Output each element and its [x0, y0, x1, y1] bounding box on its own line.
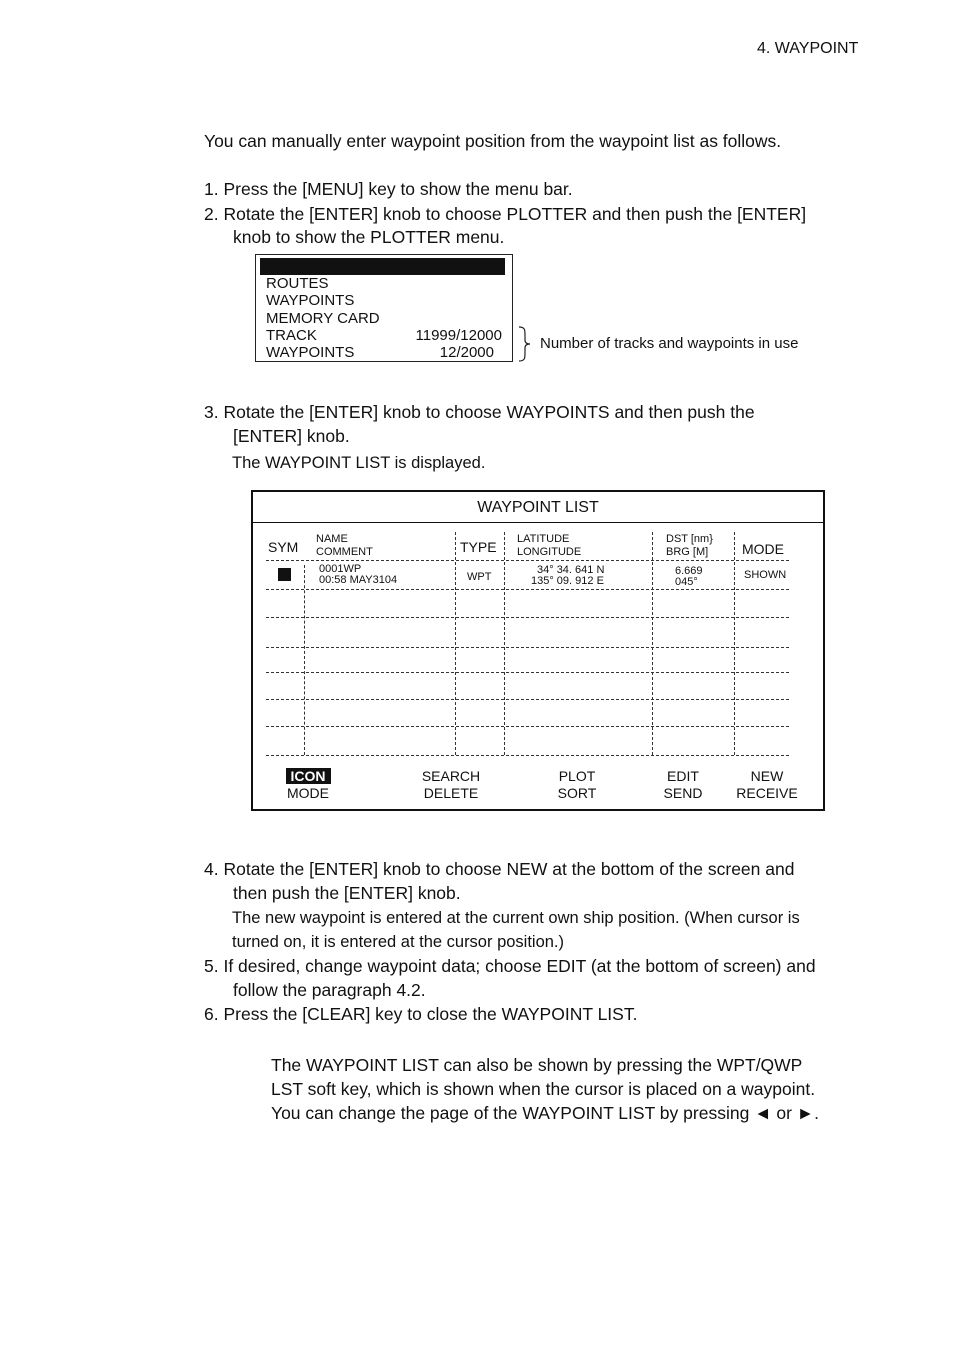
- row-comment[interactable]: 00:58 MAY3104: [319, 574, 398, 586]
- row-longitude[interactable]: 135° 09. 912 E: [531, 575, 604, 587]
- grid-line: [266, 699, 789, 700]
- count-note: Number of tracks and waypoints in use: [540, 335, 799, 352]
- grid-line: [266, 647, 789, 648]
- menu-item-routes[interactable]: ROUTES: [266, 275, 329, 292]
- softkey-plot-sort[interactable]: [547, 768, 607, 802]
- softkey-receive-label[interactable]: RECEIVE: [736, 785, 798, 801]
- intro-text: You can manually enter waypoint position from the waypoint list as follows.: [204, 131, 782, 151]
- waypoint-list-title: WAYPOINT LIST: [253, 492, 823, 523]
- note-line-2: LST soft key, which is shown when the cursor is placed on a waypoint.: [271, 1079, 816, 1099]
- grid-col-line: [504, 532, 505, 755]
- step-2: 2. Rotate the [ENTER] knob to choose PLOTTER and then push the [ENTER]: [204, 204, 807, 224]
- grid-col-line: [304, 565, 305, 755]
- track-count: 11999/12000: [415, 327, 502, 344]
- step-4-result-cont: turned on, it is entered at the cursor position.): [232, 933, 565, 951]
- softkey-mode-label[interactable]: MODE: [287, 785, 329, 801]
- waypoint-list-window: [251, 490, 825, 811]
- step-3-cont: [ENTER] knob.: [233, 426, 350, 446]
- softkey-plot-label[interactable]: PLOT: [558, 768, 596, 784]
- waypoint-symbol-icon[interactable]: [278, 568, 291, 581]
- brace-icon: [517, 326, 533, 362]
- menu-item-waypoints[interactable]: WAYPOINTS: [266, 292, 355, 309]
- softkey-new-receive[interactable]: [731, 768, 803, 802]
- grid-line: [266, 672, 789, 673]
- row-mode[interactable]: SHOWN: [744, 569, 787, 581]
- plotter-menu: [255, 254, 513, 362]
- col-name: NAME: [316, 533, 348, 545]
- softkey-sort-label[interactable]: SORT: [557, 785, 597, 801]
- grid-line: [266, 726, 789, 727]
- softkey-delete-label[interactable]: DELETE: [423, 785, 479, 801]
- menu-item-waypoints-count: WAYPOINTS: [266, 344, 355, 361]
- softkey-search-label[interactable]: SEARCH: [421, 768, 481, 784]
- col-dst: DST [nm}: [666, 533, 713, 545]
- step-4: 4. Rotate the [ENTER] knob to choose NEW at the bottom of the screen and: [204, 859, 795, 879]
- menu-item-track: TRACK: [266, 327, 317, 344]
- menu-item-memory-card[interactable]: MEMORY CARD: [266, 310, 380, 327]
- softkey-new-label[interactable]: NEW: [750, 768, 784, 784]
- step-1: 1. Press the [MENU] key to show the menu bar.: [204, 179, 573, 199]
- grid-line: [266, 560, 789, 561]
- row-dst[interactable]: 6.669: [675, 565, 703, 577]
- grid-col-line: [455, 532, 456, 755]
- col-longitude: LONGITUDE: [517, 546, 582, 558]
- softkey-edit-label[interactable]: EDIT: [667, 768, 699, 784]
- grid-line: [266, 617, 789, 618]
- grid-line: [266, 755, 789, 756]
- grid-col-line: [652, 532, 653, 755]
- col-mode: MODE: [742, 541, 784, 557]
- grid-line: [266, 589, 789, 590]
- softkey-search-delete[interactable]: [413, 768, 489, 802]
- step-5-cont: follow the paragraph 4.2.: [233, 980, 426, 1000]
- menu-title-bar: [260, 258, 505, 275]
- col-brg: BRG [M]: [666, 546, 709, 558]
- softkey-icon-mode[interactable]: [281, 768, 335, 802]
- softkey-edit-send[interactable]: [655, 768, 711, 802]
- step-4-cont: then push the [ENTER] knob.: [233, 883, 461, 903]
- waypoint-count: 12/2000: [439, 344, 494, 361]
- note-line-3: You can change the page of the WAYPOINT LIST by pressing ◄ or ►.: [271, 1103, 819, 1123]
- row-name[interactable]: 0001WP: [319, 563, 362, 575]
- note-line-1: The WAYPOINT LIST can also be shown by pressing the WPT/QWP: [271, 1055, 803, 1075]
- row-brg[interactable]: 045°: [675, 576, 698, 588]
- row-type[interactable]: WPT: [467, 571, 492, 583]
- step-3-result: The WAYPOINT LIST is displayed.: [232, 454, 486, 472]
- col-comment: COMMENT: [316, 546, 373, 558]
- row-latitude[interactable]: 34° 34. 641 N: [537, 564, 605, 576]
- softkey-icon-label[interactable]: ICON: [286, 768, 331, 784]
- softkey-send-label[interactable]: SEND: [663, 785, 703, 801]
- step-6: 6. Press the [CLEAR] key to close the WAYPOINT LIST.: [204, 1004, 638, 1024]
- grid-col-line: [734, 532, 735, 755]
- chapter-header: 4. WAYPOINT: [757, 40, 859, 57]
- col-latitude: LATITUDE: [517, 533, 570, 545]
- step-5: 5. If desired, change waypoint data; choose EDIT (at the bottom of screen) and: [204, 956, 816, 976]
- col-type: TYPE: [460, 539, 497, 555]
- step-2-cont: knob to show the PLOTTER menu.: [233, 227, 505, 247]
- step-3: 3. Rotate the [ENTER] knob to choose WAYPOINTS and then push the: [204, 402, 755, 422]
- step-4-result: The new waypoint is entered at the current own ship position. (When cursor is: [232, 909, 800, 927]
- col-sym: SYM: [268, 539, 299, 555]
